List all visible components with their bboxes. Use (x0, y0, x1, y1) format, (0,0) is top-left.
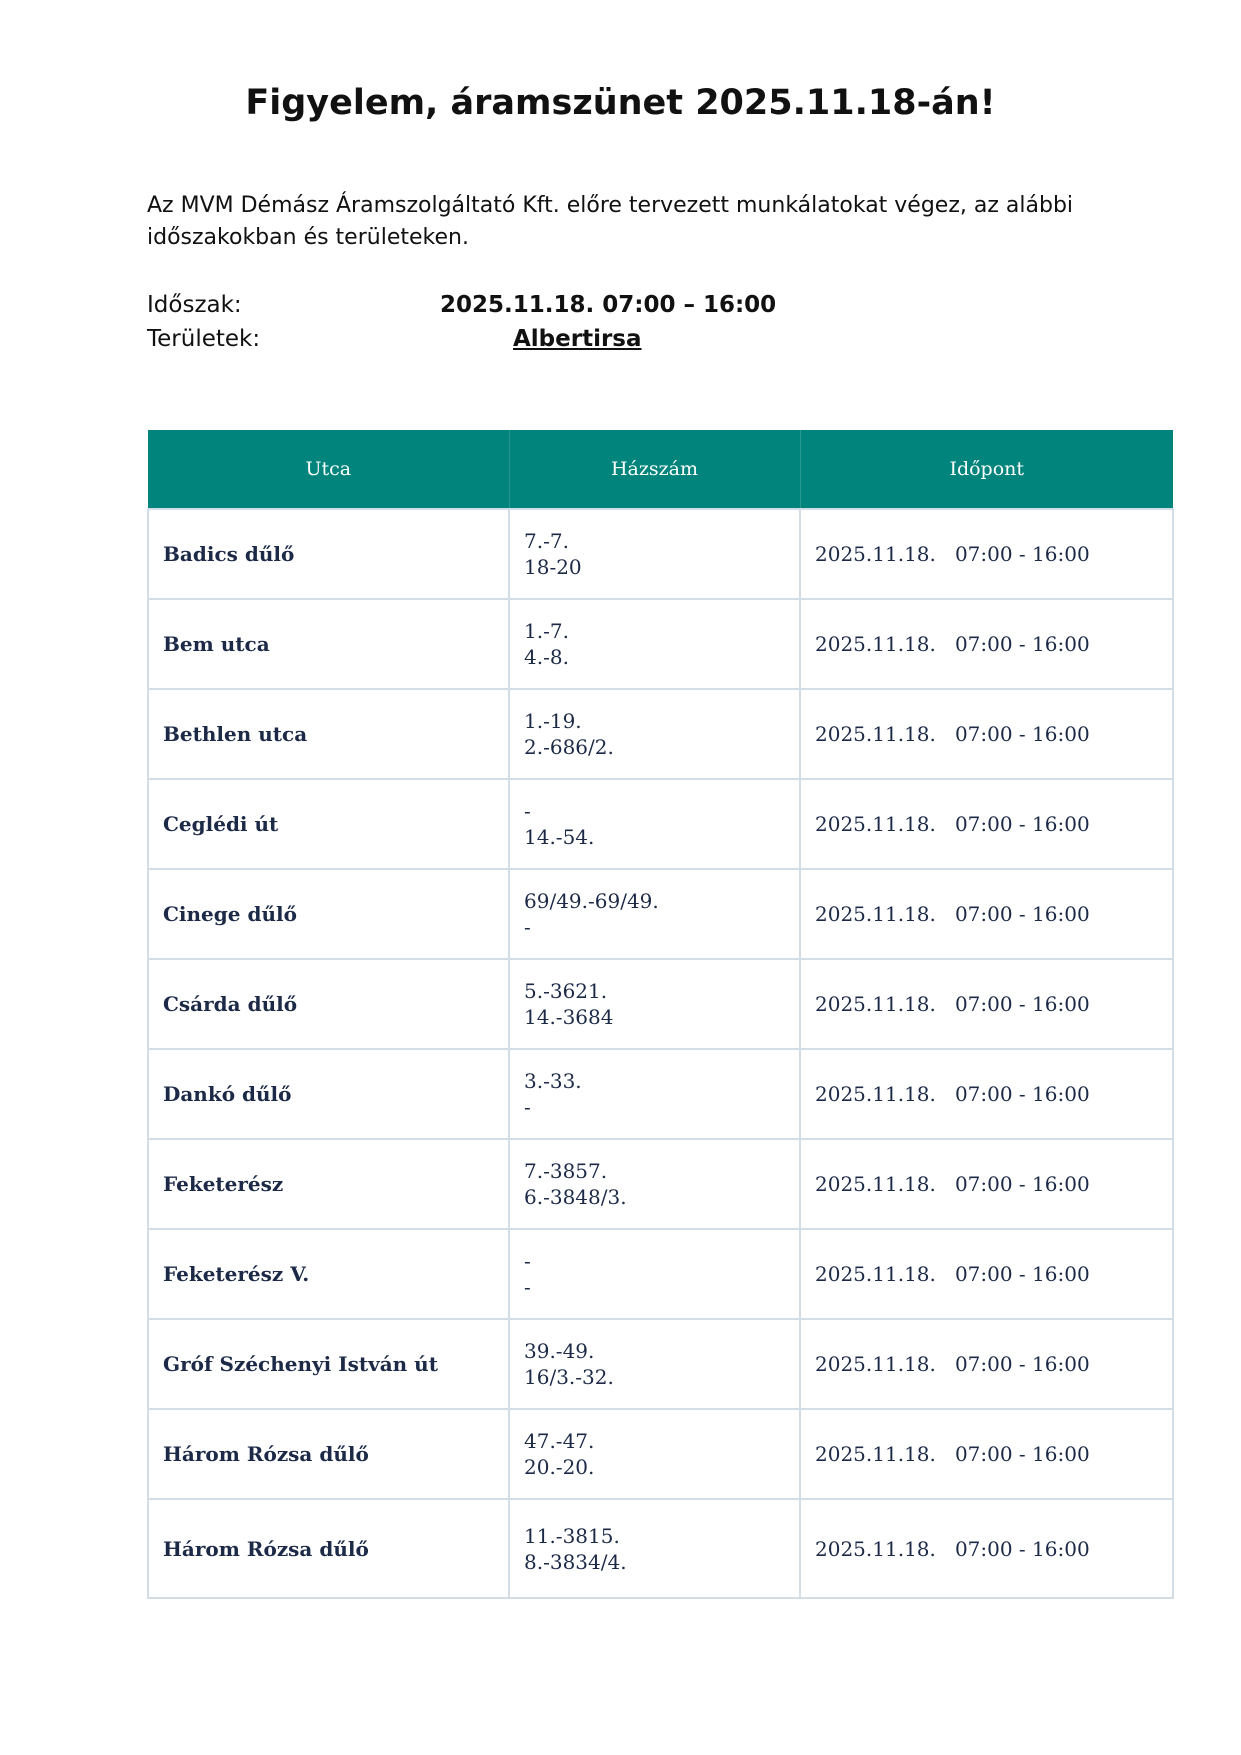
table-row (148, 1409, 1173, 1499)
street-cell: Csárda dűlő (148, 959, 509, 1049)
house-number-cell (509, 779, 800, 869)
house-number-cell (509, 689, 800, 779)
period-value: 2025.11.18. 07:00 – 16:00 (440, 292, 777, 318)
time-cell: 2025.11.18. 07:00 - 16:00 (800, 779, 1173, 869)
house-number-range: 4.-8. (524, 645, 569, 669)
street-cell: Bem utca (148, 599, 509, 689)
house-number-range: 47.-47. (524, 1429, 595, 1453)
house-number-range: 1.-7. (524, 619, 569, 643)
street-cell: Feketerész V. (148, 1229, 509, 1319)
house-number-cell (509, 1319, 800, 1409)
house-number-range: 18-20 (524, 555, 582, 579)
areas-value: Albertirsa (513, 326, 642, 352)
time-cell: 2025.11.18. 07:00 - 16:00 (800, 689, 1173, 779)
table-row (148, 959, 1173, 1049)
house-number-cell (509, 1049, 800, 1139)
table-row (148, 869, 1173, 959)
table-body (148, 509, 1173, 1598)
house-number-cell (509, 1139, 800, 1229)
table-row (148, 509, 1173, 599)
time-cell: 2025.11.18. 07:00 - 16:00 (800, 1229, 1173, 1319)
street-cell: Badics dűlő (148, 509, 509, 599)
street-cell: Gróf Széchenyi István út (148, 1319, 509, 1409)
intro-text: Az MVM Démász Áramszolgáltató Kft. előre tervezett munkálatokat végez, az alábbi időszakokban és területeken. (147, 193, 1074, 250)
house-number-range: 14.-54. (524, 825, 595, 849)
house-number-range: 6.-3848/3. (524, 1185, 627, 1209)
time-cell: 2025.11.18. 07:00 - 16:00 (800, 599, 1173, 689)
street-cell: Három Rózsa dűlő (148, 1409, 509, 1499)
period-label: Időszak: (147, 292, 242, 318)
house-number-range: - (524, 799, 531, 823)
house-number-range: - (524, 1095, 531, 1119)
house-number-range: 20.-20. (524, 1455, 595, 1479)
house-number-cell (509, 1499, 800, 1598)
house-number-range: 7.-3857. (524, 1159, 608, 1183)
street-cell: Cinege dűlő (148, 869, 509, 959)
house-number-range: - (524, 915, 531, 939)
time-cell: 2025.11.18. 07:00 - 16:00 (800, 1499, 1173, 1598)
house-number-cell (509, 869, 800, 959)
time-cell: 2025.11.18. 07:00 - 16:00 (800, 1139, 1173, 1229)
street-cell: Feketerész (148, 1139, 509, 1229)
house-number-range: 2.-686/2. (524, 735, 614, 759)
house-number-range: 69/49.-69/49. (524, 889, 659, 913)
header-house-number: Házszám (509, 430, 800, 509)
house-number-cell (509, 599, 800, 689)
time-cell: 2025.11.18. 07:00 - 16:00 (800, 869, 1173, 959)
house-number-range: 8.-3834/4. (524, 1549, 627, 1574)
table-row (148, 1319, 1173, 1409)
house-number-range: 14.-3684 (524, 1005, 614, 1029)
outage-table (147, 430, 1174, 1599)
table-row (148, 689, 1173, 779)
table-row (148, 1139, 1173, 1229)
table-row (148, 1049, 1173, 1139)
street-cell: Ceglédi út (148, 779, 509, 869)
areas-label: Területek: (147, 326, 261, 352)
house-number-cell (509, 1229, 800, 1319)
table-header (148, 430, 1173, 509)
house-number-range: - (524, 1249, 531, 1273)
house-number-cell (509, 959, 800, 1049)
time-cell: 2025.11.18. 07:00 - 16:00 (800, 959, 1173, 1049)
street-cell: Dankó dűlő (148, 1049, 509, 1139)
house-number-range: 3.-33. (524, 1069, 582, 1093)
time-cell: 2025.11.18. 07:00 - 16:00 (800, 1409, 1173, 1499)
street-cell: Bethlen utca (148, 689, 509, 779)
time-cell: 2025.11.18. 07:00 - 16:00 (800, 1049, 1173, 1139)
table-row (148, 1229, 1173, 1319)
house-number-range: 7.-7. (524, 529, 569, 553)
page-title: Figyelem, áramszünet 2025.11.18-án! (245, 83, 996, 123)
table-row (148, 599, 1173, 689)
table-row (148, 779, 1173, 869)
house-number-range: 1.-19. (524, 709, 582, 733)
house-number-range: - (524, 1275, 531, 1299)
time-cell: 2025.11.18. 07:00 - 16:00 (800, 1319, 1173, 1409)
header-time: Időpont (800, 430, 1173, 509)
house-number-cell (509, 1409, 800, 1499)
time-cell: 2025.11.18. 07:00 - 16:00 (800, 509, 1173, 599)
table-row (148, 1499, 1173, 1598)
header-street: Utca (148, 430, 509, 509)
house-number-range: 16/3.-32. (524, 1365, 614, 1389)
street-cell: Három Rózsa dűlő (148, 1499, 509, 1598)
house-number-cell (509, 509, 800, 599)
house-number-range: 11.-3815. (524, 1523, 620, 1548)
house-number-range: 39.-49. (524, 1339, 595, 1363)
house-number-range: 5.-3621. (524, 979, 608, 1003)
